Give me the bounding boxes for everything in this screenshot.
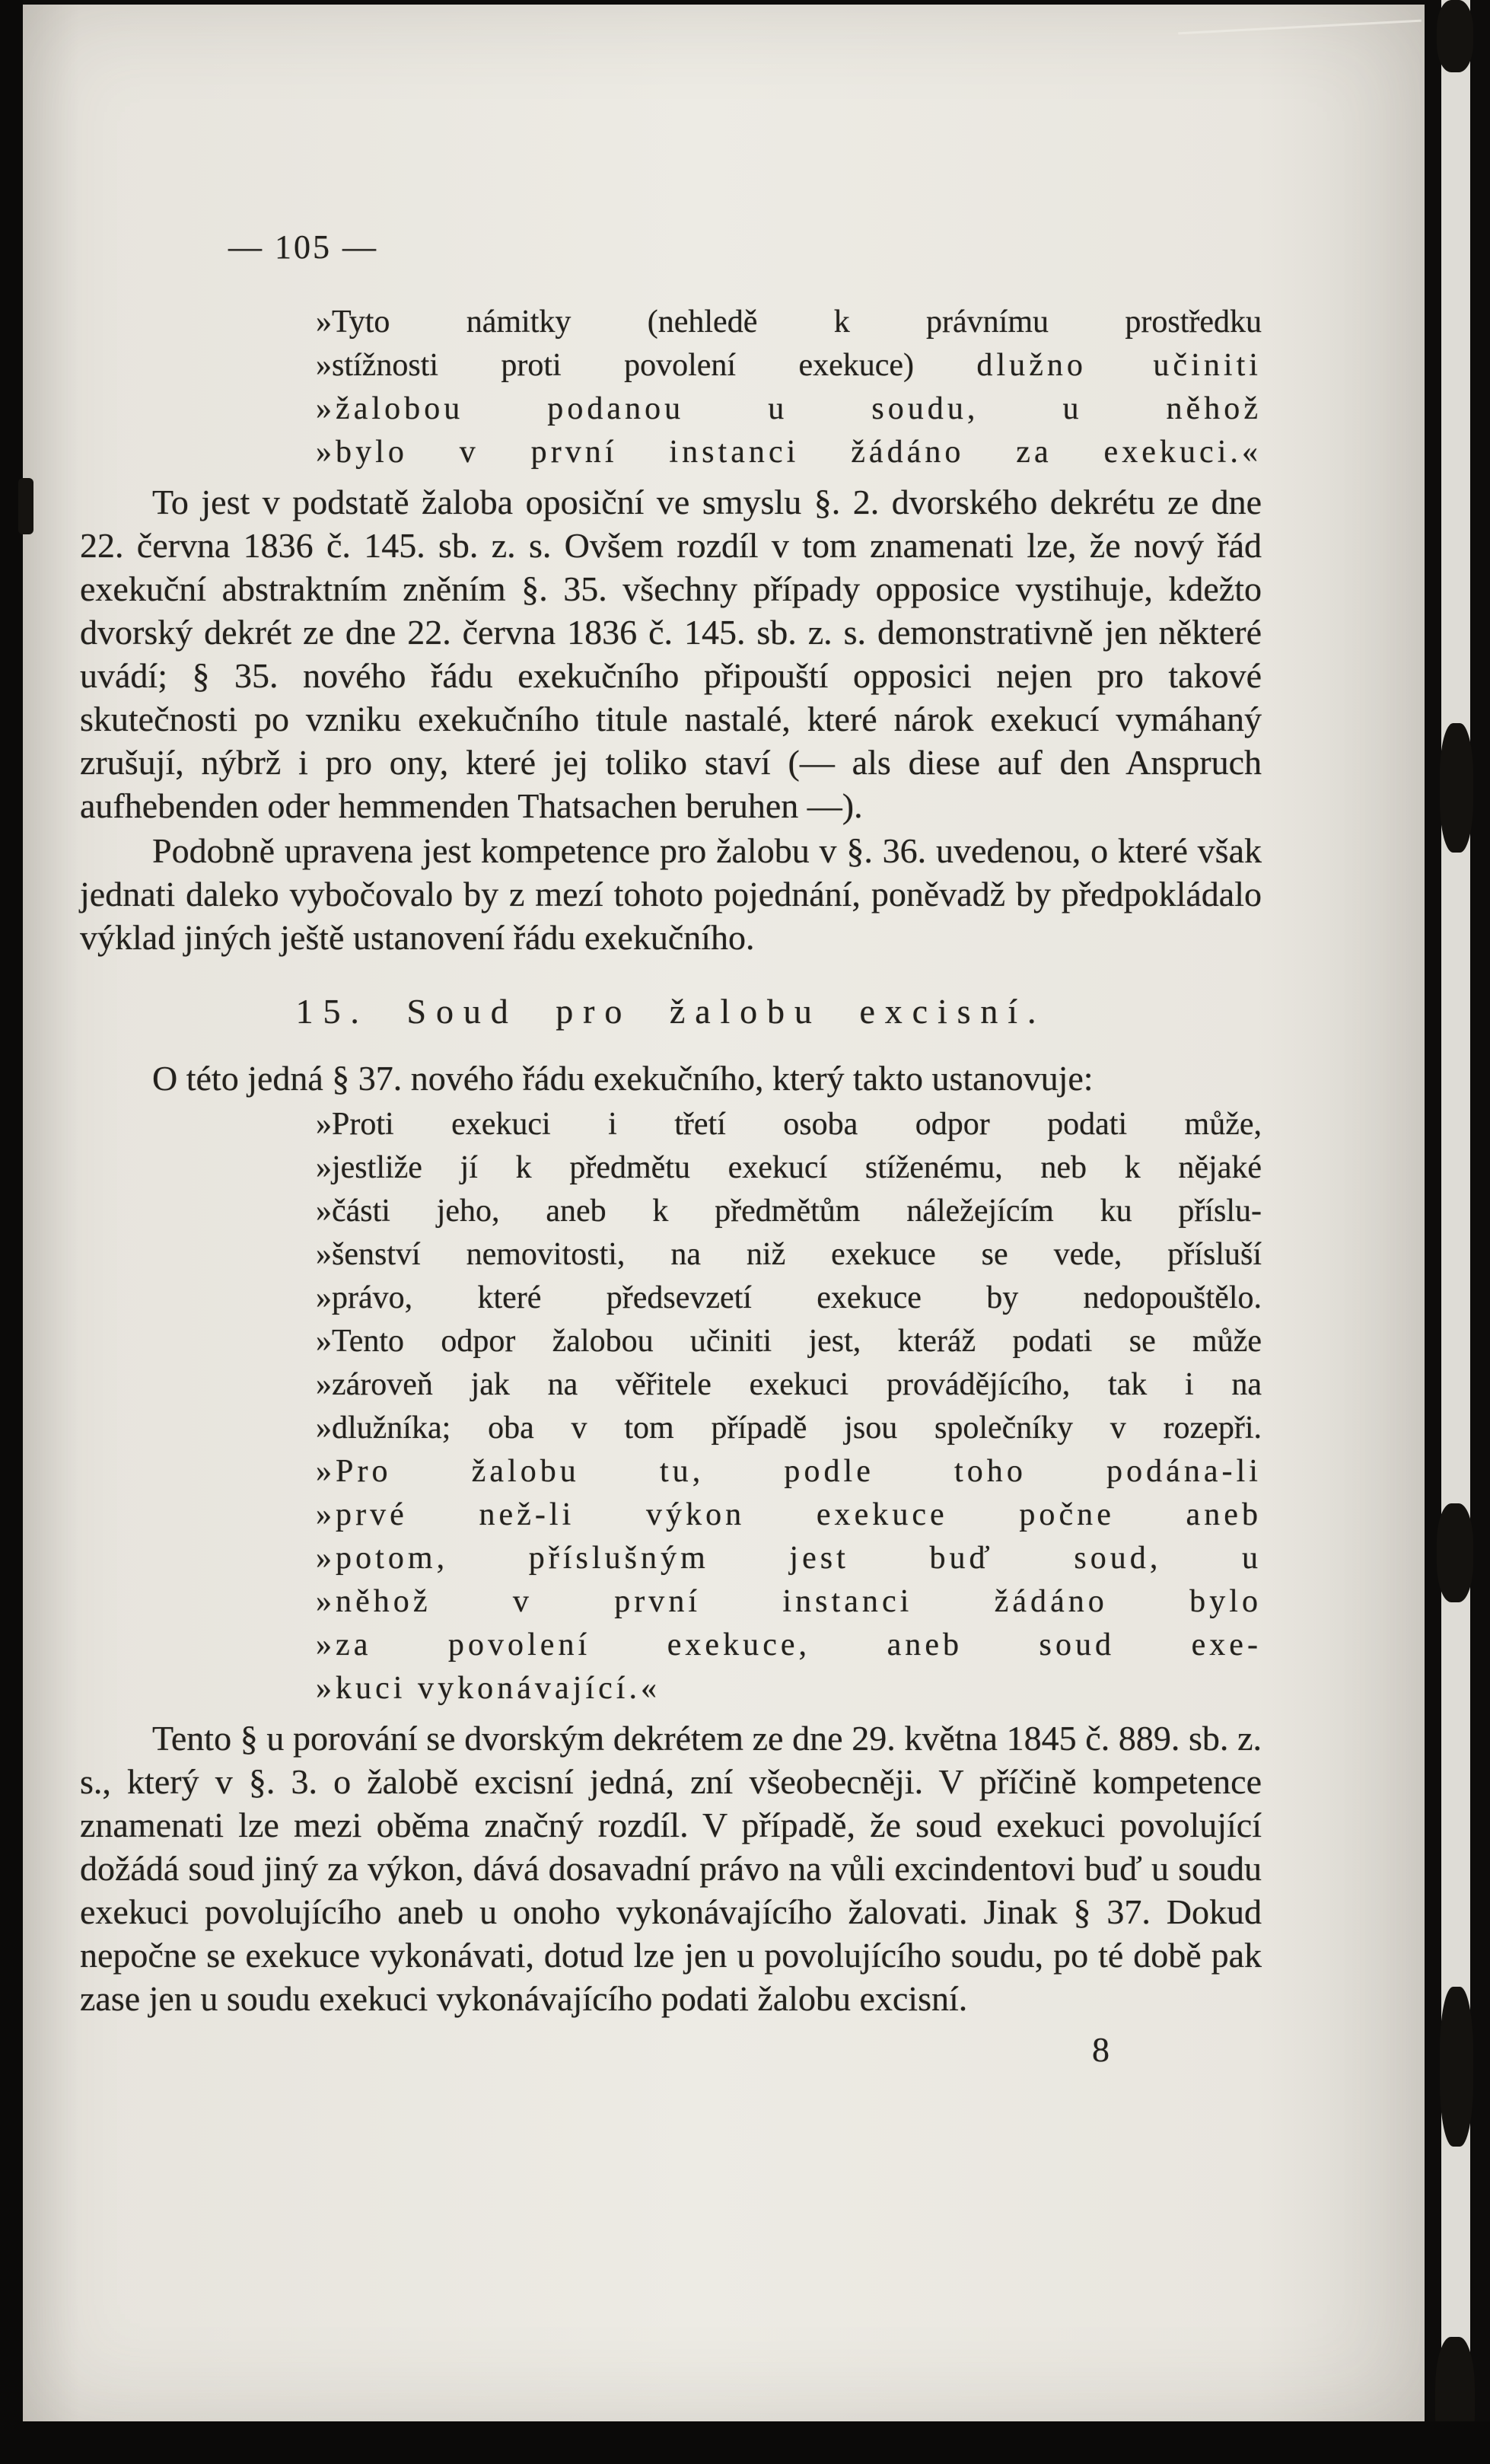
quote-line (316, 344, 1262, 387)
quote-line: »Tyto námitky (nehledě k právnímu prostředku (316, 304, 1262, 339)
page-number-footer: 8 (1092, 2030, 1110, 2069)
quote-line: »šenství nemovitosti, na niž exekuce se vede, přísluší (316, 1237, 1262, 1272)
paragraph-comparison: Tento § u porování se dvorským dekrétem ze dne 29. května 1845 č. 889. sb. z. s., který v §. 3. o žalobě excisní jedná, zní všeobecněji. V příčině kompetence znamenati lze mezi oběma značný rozdíl. V případě, že soud exekuci povolující dožádá soud jiný za výkon, dává dosavadní právo na vůli excindentovi buď u soudu exekuci povolujícího aneb u onoho vykonávajícího žalovati. Jinak § 37. Dokud nepočne se exekuce vykonávati, dotud lze jen u povolujícího soudu, po té době pak zase jen u soudu exekuci vykonávajícího podati žalobu excisní. (80, 1719, 1262, 2018)
quote-line: »žalobou podanou u soudu, u něhož (316, 391, 1262, 426)
scan-artifact (18, 478, 33, 534)
quote-line: »za povolení exekuce, aneb soud exe- (316, 1627, 1262, 1662)
quote-line: »Tento odpor žalobou učiniti jest, kteráž podati se může (316, 1324, 1262, 1359)
quote-line: »Pro žalobu tu, podle toho podána-li (316, 1454, 1262, 1489)
quote-block-section-37 (316, 1103, 1262, 1710)
quote-line: »Proti exekuci i třetí osoba odpor podati může, (316, 1107, 1262, 1142)
scan-right-edge (1425, 0, 1490, 2464)
quote-line: »bylo v první instanci žádáno za exekuci.« (316, 435, 1262, 470)
section-heading: 15. Soud pro žalobu excisní. (295, 992, 1046, 1031)
quote-block-statute (316, 301, 1262, 474)
quote-line: »potom, příslušným jest buď soud, u (316, 1541, 1262, 1576)
paragraph-intro-37: O této jedná § 37. nového řádu exekučního, který takto ustanovuje: (152, 1059, 1094, 1098)
text-column (80, 225, 1262, 2071)
quote-line: »právo, které předsevzetí exekuce by nedopouštělo. (316, 1280, 1262, 1315)
quote-line: »části jeho, aneb k předmětům náležejícím ku příslu- (316, 1194, 1262, 1229)
quote-line: »něhož v první instanci žádáno bylo (316, 1584, 1262, 1619)
quote-line: »dlužníka; oba v tom případě jsou společníky v rozepři. (316, 1411, 1262, 1446)
quote-line: »jestliže jí k předmětu exekucí stíženému, neb k nějaké (316, 1150, 1262, 1185)
scan-bottom-edge (0, 2421, 1490, 2464)
quote-line-emphasis-part: dlužno učiniti (976, 348, 1262, 383)
scan-artifact (1440, 723, 1473, 853)
scan-artifact (1437, 0, 1473, 72)
quote-line: »zároveň jak na věřitele exekuci provádějícího, tak i na (316, 1367, 1262, 1402)
scan-artifact (1437, 1503, 1473, 1602)
paragraph-kompetence: Podobně upravena jest kompetence pro žalobu v §. 36. uvedenou, o které však jednati daleko vybočovalo by z mezí tohoto pojednání, poněvadž by předpokládalo výklad jiných ještě ustanovení řádu exekučního. (80, 831, 1262, 957)
paragraph-oposicni: To jest v podstatě žaloba oposiční ve smyslu §. 2. dvorského dekrétu ze dne 22. června 1836 č. 145. sb. z. s. Ovšem rozdíl v tom znamenati lze, že nový řád exekuční abstraktním zněním §. 35. všechny případy opposice vystihuje, kdežto dvorský dekrét ze dne 22. června 1836 č. 145. sb. z. s. demonstrativně jen některé uvádí; § 35. nového řádu exekučního připouští opposici nejen pro takové skutečnosti po vzniku exekučního titule nastalé, které nárok exekucí vymáhaný zrušují, nýbrž i pro ony, které jej toliko staví (— als diese auf den Anspruch aufhebenden oder hemmenden Thatsachen beruhen —). (80, 483, 1262, 825)
book-page (23, 5, 1425, 2421)
quote-line-normal-part: »stížnosti proti povolení exekuce) (316, 348, 915, 383)
page-number-header: — 105 — (228, 228, 378, 266)
scan-artifact (1440, 1987, 1473, 2147)
quote-line: »kuci vykonávající.« (316, 1671, 661, 1706)
quote-line: »prvé než-li výkon exekuce počne aneb (316, 1497, 1262, 1532)
scan-left-edge (0, 0, 23, 2464)
